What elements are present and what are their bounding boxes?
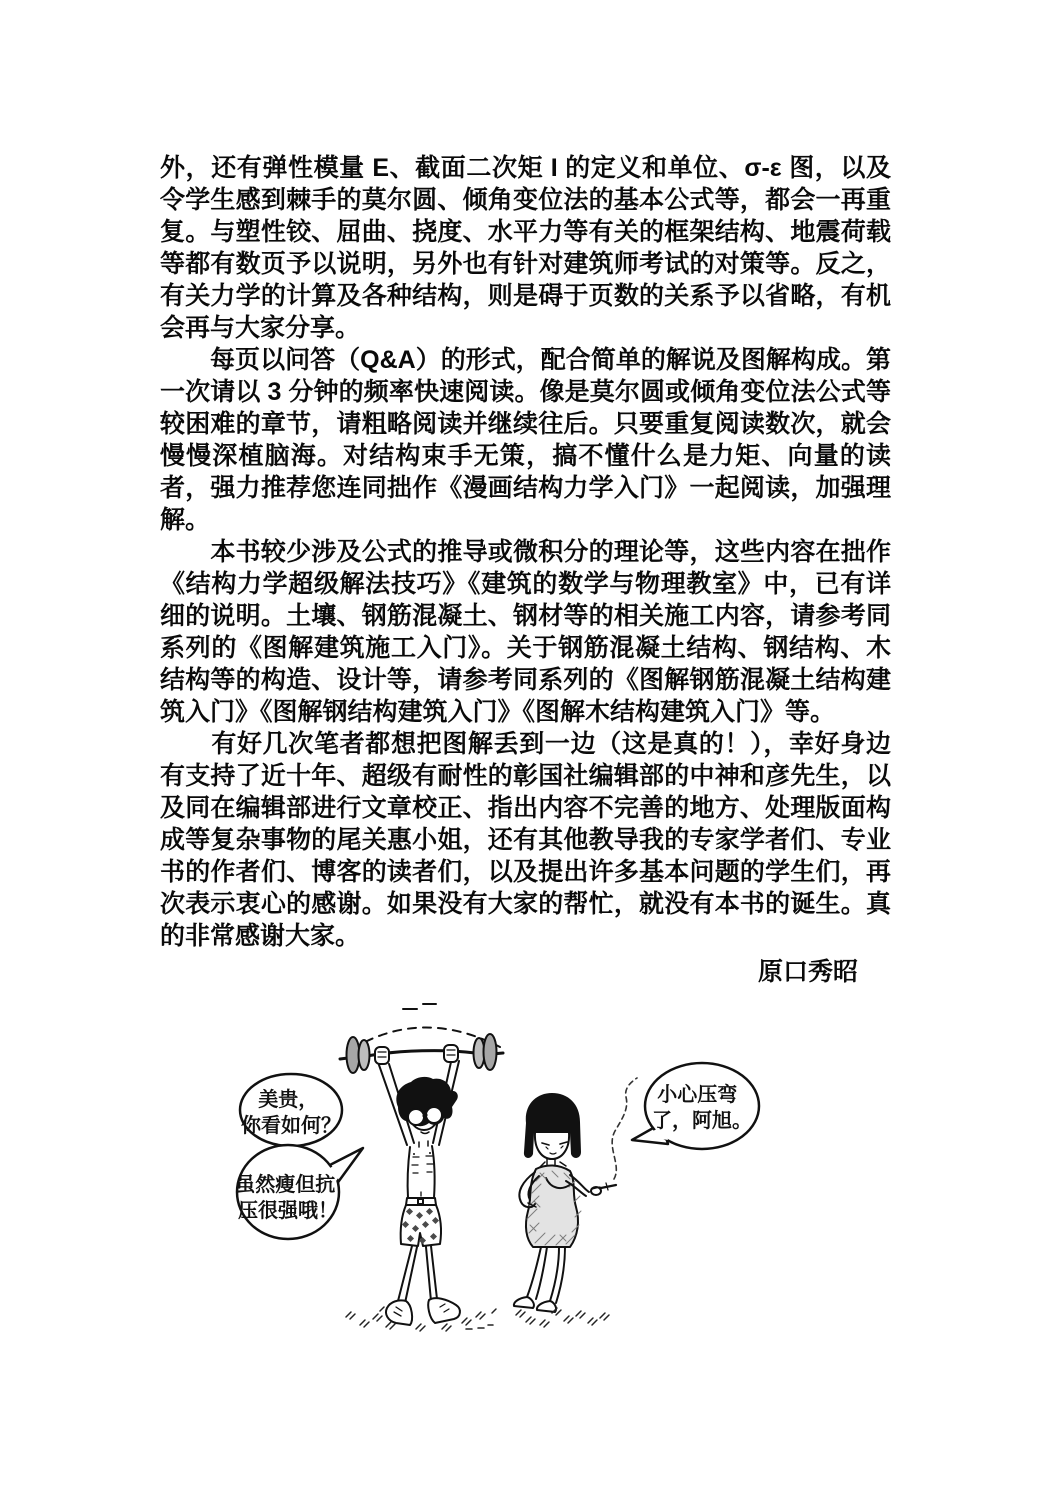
barbell-icon [340, 1034, 503, 1073]
paragraph-1: 外，还有弹性模量 E、截面二次矩 I 的定义和单位、σ-ε 图，以及令学生感到棘手的莫尔圆、倾角变位法的基本公式等，都会一再重复。与塑性铰、屈曲、挠度、水平力等有关的框架结构、地震荷载等都有数页予以说明，另外也有针对建筑师考试的对策等。反之，有关力学的计算及各种结构，则是碍于页数的关系予以省略，有机会再与大家分享。 [160, 154, 891, 342]
glasses-right-lens [426, 1107, 442, 1123]
paragraph-4: 有好几次笔者都想把图解丢到一边（这是真的！），幸好身边有支持了近十年、超级有耐性的彰国社编辑部的中神和彦先生，以及同在编辑部进行文章校正、指出内容不完善的地方、处理版面构成等复杂事物的尾关惠小姐，还有其他教导我的专家学者们、专业书的作者们、博客的读者们，以及提出许多基本问题的学生们，再次表示衷心的感谢。如果没有大家的帮忙，就没有本书的诞生。真的非常感谢大家。 [160, 730, 891, 950]
smoking-woman-figure [514, 1093, 601, 1312]
weightlifter-man-figure [375, 1045, 460, 1325]
cigarette-icon [601, 1183, 616, 1190]
man-head [396, 1077, 457, 1134]
man-fists [375, 1045, 458, 1064]
text-block [160, 152, 891, 988]
speech-bubble-left-top [240, 1074, 342, 1146]
author-signature: 原口秀昭 [757, 958, 858, 986]
bubble-text: 美贵， 你看如何？ [241, 1089, 341, 1137]
man-shorts [401, 1198, 441, 1246]
cartoon-illustration [230, 995, 790, 1345]
barbell-plate [359, 1040, 370, 1070]
bubble-text: 小心压弯 了，阿旭。 [652, 1084, 752, 1132]
speech-bubble-left-bottom [235, 1145, 363, 1239]
man-ribs [412, 1156, 433, 1173]
paragraph-2: 每页以问答（Q&A）的形式，配合简单的解说及图解构成。第一次请以 3 分钟的频率快速阅读。像是莫尔圆或倾角变位法公式等较困难的章节，请粗略阅读并继续往后。只要重复阅读数次，就会慢慢深植脑海。对结构束手无策，搞不懂什么是力矩、向量的读者，强力推荐您连同拙作《漫画结构力学入门》一起阅读，加强理解。 [160, 346, 891, 534]
man-legs [398, 1246, 437, 1303]
man-torso [408, 1141, 435, 1198]
woman-head [524, 1093, 581, 1159]
man-shoes [386, 1298, 460, 1325]
man-mouth [421, 1132, 429, 1134]
barbell-plate [484, 1034, 497, 1070]
speech-bubble-right [632, 1063, 759, 1149]
glasses-left-lens [408, 1109, 424, 1125]
smoke-line [612, 1078, 637, 1179]
paragraph-3: 本书较少涉及公式的推导或微积分的理论等，这些内容在拙作《结构力学超级解法技巧》《建筑的数学与物理教室》中，已有详细的说明。土壤、钢筋混凝土、钢材等的相关施工内容，请参考同系列的《图解建筑施工入门》。关于钢筋混凝土结构、钢结构、木结构等的构造、设计等，请参考同系列的《图解钢筋混凝土结构建筑入门》《图解钢结构建筑入门》《图解木结构建筑入门》等。 [160, 538, 891, 726]
woman-legs [527, 1247, 565, 1303]
bubble-text: 虽然瘦但抗 压很强哦！ [235, 1174, 338, 1222]
